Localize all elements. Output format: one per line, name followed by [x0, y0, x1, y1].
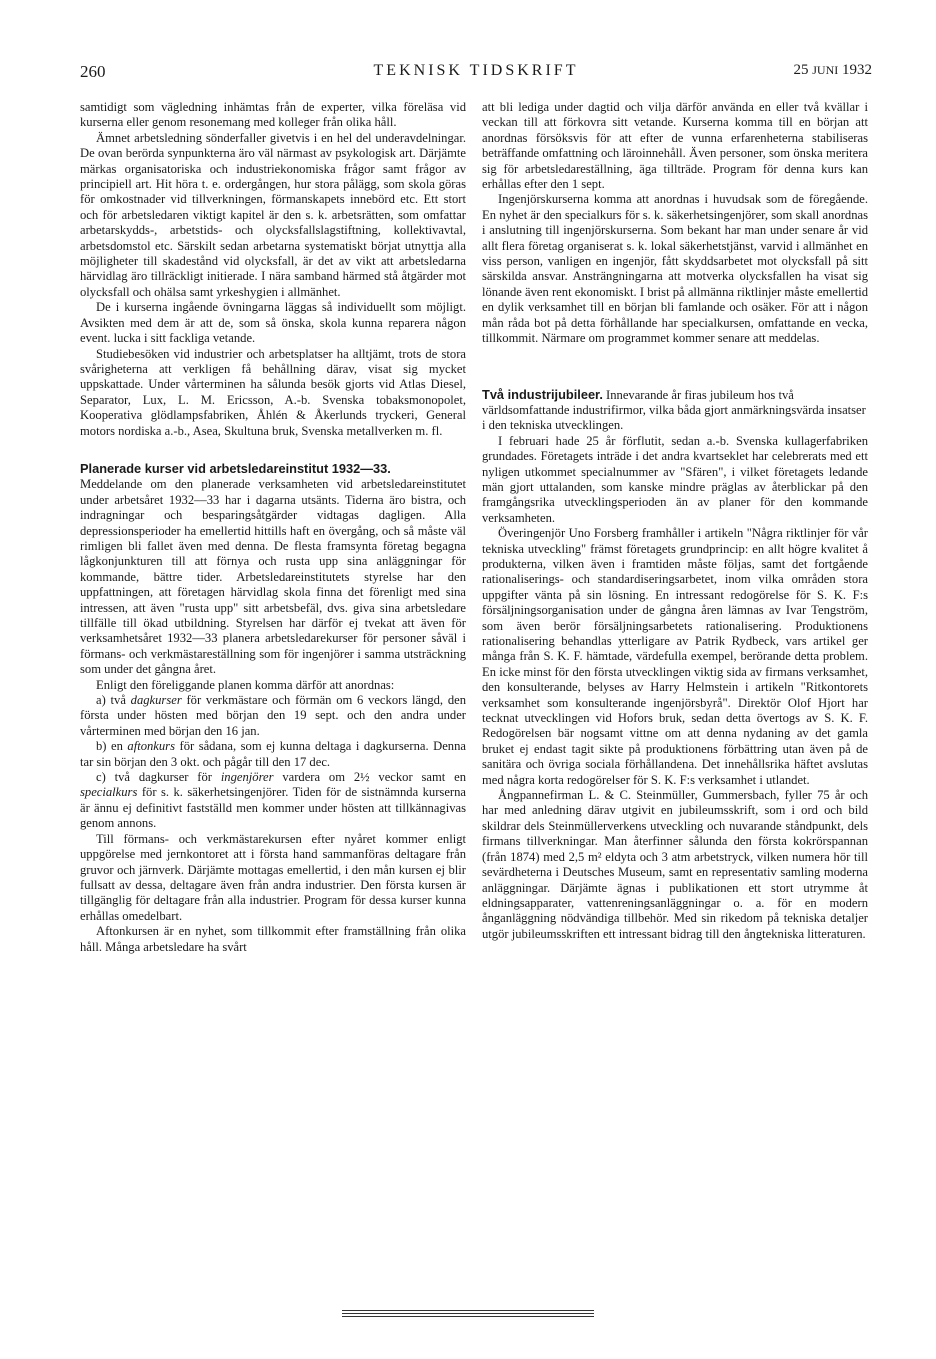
paragraph-lead: Innevarande år firas jubileum hos två världsomfattande industrifirmor, vilka båda gjort anmärkningsvärda insatser i den tekniska utvecklingen.	[482, 387, 866, 433]
date-year: 1932	[842, 62, 872, 78]
paragraph: Aftonkursen är en nyhet, som tillkommit efter framställning från olika håll. Många arbetsledare ha svårt	[80, 924, 466, 954]
list-item-a: a) två dagkurser för verkmästare och förmän om 6 veckors längd, den första under hösten med början den 19 sept. och den andra under vårterminen med början den 16 jan.	[80, 693, 466, 738]
section-title: Planerade kurser vid arbetsledareinstitut 1932—33.	[80, 460, 391, 476]
paragraph: Ångpannefirman L. & C. Steinmüller, Gummersbach, fyller 75 år och har med anledning därav utgivit en jubileumsskrift, som i ord och bild skildrar dels Steinmüllerverkens utveckling och nuvarande ståndpunkt, dels firmans tillverkningar. Man återfinner sålunda den första kokrörspannan (från 1874) med 2,5 m² eldyta och 3 atm arbetstryck, vilken numera hör till sevärdheterna i Deutsches Museum, samt en representativ samling moderna anläggningar. Därjämte ägnas i publikationen ett stort utrymme åt eldningsapparater, vattenreningsanläggningar o. a. för en modern ånganläggning nödvändiga tillbehör. Med sin rikedom på tekniska detaljer utgör jubileumsskriften ett intressant bidrag till den ångtekniska litteraturen.	[482, 788, 868, 941]
paragraph: I februari hade 25 år förflutit, sedan a.-b. Svenska kullagerfabriken grundades. Företagets inträde i det andra kvartseklet har celebrerats med ett nyligen utkommet specialnummer av "Sfären", i vilket företagets ledande män gjort uttalanden, som kanske mindre präglas av återblickar på den framgångsrika utvecklingsperioden än av planer för den kommande verksamheten.	[482, 433, 868, 525]
date-day: 25	[793, 62, 809, 78]
footer-divider	[342, 1310, 594, 1319]
paragraph: Ämnet arbetsledning sönderfaller givetvis i en hel del underavdelningar. De ovan berörda synpunkterna äro väl närmast av psykologisk art. Därjämte märkas organisatoriska och industriekonomiska frågor samt frågor av principiell art. Hit höra t. e. ordergången, hur stora pålägg, som skola göras för omkostnader vid tillverkningen, förmanskapets innebörd etc. Ett stort och för arbetsledaren viktigt kapitel är den s. k. arbetsrätten, som omfattar arbetarskydds-, arbetstids- och olycksfallslagstiftning, kollektivavtal, arbetsdomstol etc. Särskilt sedan arbetarna systematiskt börjat utnyttja alla möjligheter till skadestånd vid olycksfall, är det av vikt att arbetsledarna härvidlag äro tillräckligt initierade. I nära samband härmed stå åtgärder mot olycksfall och ohälsa samt yrkeshygien i allmänhet.	[80, 130, 466, 299]
list-item-b: b) en aftonkurs för sådana, som ej kunna deltaga i dagkurserna. Denna tar sin början den 3 okt. och pågår till den 17 dec.	[80, 739, 466, 769]
right-column	[482, 100, 868, 942]
list-item-c: c) två dagkurser för ingenjörer vardera om 2½ veckor samt en specialkurs för s. k. säkerhetsingenjörer. Tiden för de sistnämnda kurserna är ännu ej definitivt fastställd men kommer under hösten att tillkännagivas genom annons.	[80, 770, 466, 831]
left-column	[80, 100, 466, 955]
paragraph: Enligt den föreliggande planen komma därför att anordnas:	[96, 677, 395, 692]
paragraph: Studiebesöken vid industrier och arbetsplatser ha alltjämt, trots de stora svårigheterna att verkligen få behållning därav, visat sig mycket uppskattade. Under vårterminen ha sålunda besök gjorts vid Atlas Diesel, Separator, Lux, L. M. Ericsson, A.-b. Svenska tobaksmonopolet, Kooperativa glödlampsfabriken, Åhlén & Åkerlunds tryckeri, General motors nordiska a.-b., Asea, Skultuna bruk, Svenska metallverken m. fl.	[80, 346, 466, 438]
paragraph: att bli lediga under dagtid och vilja därför använda en eller två kvällar i veckan till att förkovra sitt vetande. Kurserna komma till en början att anordnas försöksvis för att efter de vunna erfarenheterna stabiliseras beträffande omfattning och läroinnehåll. Även personer, som önska meritera sig för arbetsledareställning, äga tillträde. Program för denna kurs kan erhållas efter den 1 sept.	[482, 100, 868, 192]
date-month: JUNI	[812, 63, 839, 77]
paragraph: samtidigt som vägledning inhämtas från de experter, vilka föreläsa vid kurserna eller genom resonemang med kolleger från olika håll.	[80, 100, 466, 130]
paragraph: De i kurserna ingående övningarna läggas så individuellt som möjligt. Avsikten med dem är att de, som så önska, skola kunna reparera någon event. lucka i sitt fackliga vetande.	[80, 300, 466, 346]
paragraph: Överingenjör Uno Forsberg framhåller i artikeln "Några riktlinjer för vår tekniska utveckling" främst företagets grundprincip: en allt högre kvalitet å produkterna, vilken även i framtiden måste följas, samt det fortgående rationaliserings- och standardiseringsarbetet, inom vilka områden stora uppgifter vänta på sin lösning. En intressant redogörelse för S. K. F:s försäljningsorganisation under de gångna åren lämnas av Ivar Tengström, som även berör försäljningsarbetets rationalisering. Produktionens rationalisering behandlas ytterligare av Patrik Rydbeck, vars artikel ger många från S. K. F. hämtade, värdefulla exempel, berörande detta problem. En icke minst för den första utvecklingen viktig sida av firmans verksamhet, den konsulterande, belyses av Harry Helmstein i artikeln "Ritkontorets verksamhet som konsulterande ingenjörsbyrå". Direktör Olof Hjort har tecknat utvecklingen vid Hofors bruk, sedan detta övertogs av S. K. F. Redogörelsen bär nogsamt vittne om att denna nydaning av det gamla bruket ej endast tagit sikte på produktionens förbättring utan även på de sanitära och övriga sociala förhållandena. Det innehållsrika häftet avslutas med några korta redogörelser för S. K. F:s verksamhet i utlandet.	[482, 526, 868, 787]
issue-date	[794, 62, 873, 79]
page-header	[80, 62, 872, 86]
paragraph: Till förmans- och verkmästarekursen efter nyåret kommer enligt uppgörelse med jernkontoret att i första hand sammanföras deltagare från gruvor och järnverk. Därjämte mottagas emellertid, i den mån kursen ej blir fullsatt av dessa, deltagare även från andra industrier. Den första kursen är tillgänglig för deltagare från alla industrier. Program för dessa kurser kunna erhållas omedelbart.	[80, 831, 466, 923]
journal-title: TEKNISK TIDSKRIFT	[373, 62, 579, 79]
paragraph: Ingenjörskurserna komma att anordnas i huvudsak som de föregående. En nyhet är den specialkurs för s. k. säkerhetsingenjörer, som skall anordnas i anslutning till ingenjörskurserna. Som bekant har man under senare år vid allt flera företag organiserat s. k. lokal säkerhetstjänst, varvid i allmänhet en viss person, vanligen en ingenjör, fått skyddsarbetet mot olycksfall på sitt särskilda ansvar. Ansträngningarna att motverka olycksfallen ha visat sig lönande även rent ekonomiskt. I brist på allmänna riktlinjer måste emellertid en dylik verksamhet till en början bli famlande och osäker. För att i någon mån råda bot på detta förhållande har specialkursen, omfattande en vecka, tillkommit. Närmare om programmet kommer senare att meddelas.	[482, 192, 868, 346]
page-number: 260	[80, 62, 106, 81]
paragraph: Meddelande om den planerade verksamheten vid arbetsledareinstitutet under arbetsåret 1932—33 har i dagarna utsänts. Tiderna äro bistra, och indragningar och besparingsåtgärder vidtagas dagligen. Alla depressionsperioder ha emellertid hittills haft en övergång, och så måste väl rimligen bli fallet även med denna. De flesta framsynta företag begagna lågkonjunkturen till att förnya och rusta upp sina anläggningar för kommande, bättre tider. Arbetsledareinstitutets styrelse har den uppfattningen, att företagen härvidlag skola finna det förenligt med sina intressen, att även "rusta upp" sitt arbetsbefäl, dvs. giva sina arbetsledare tillfälle till ökad utbildning. Styrelsen har därför ej tvekat att även för verksamhetsåret 1932—33 planera arbetsledarekurser för personer såväl i förmans- och verkmästareställning som för ingenjörer i samma utsträckning som under det gångna året.	[80, 477, 466, 677]
section-title: Två industrijubileer.	[482, 386, 603, 402]
